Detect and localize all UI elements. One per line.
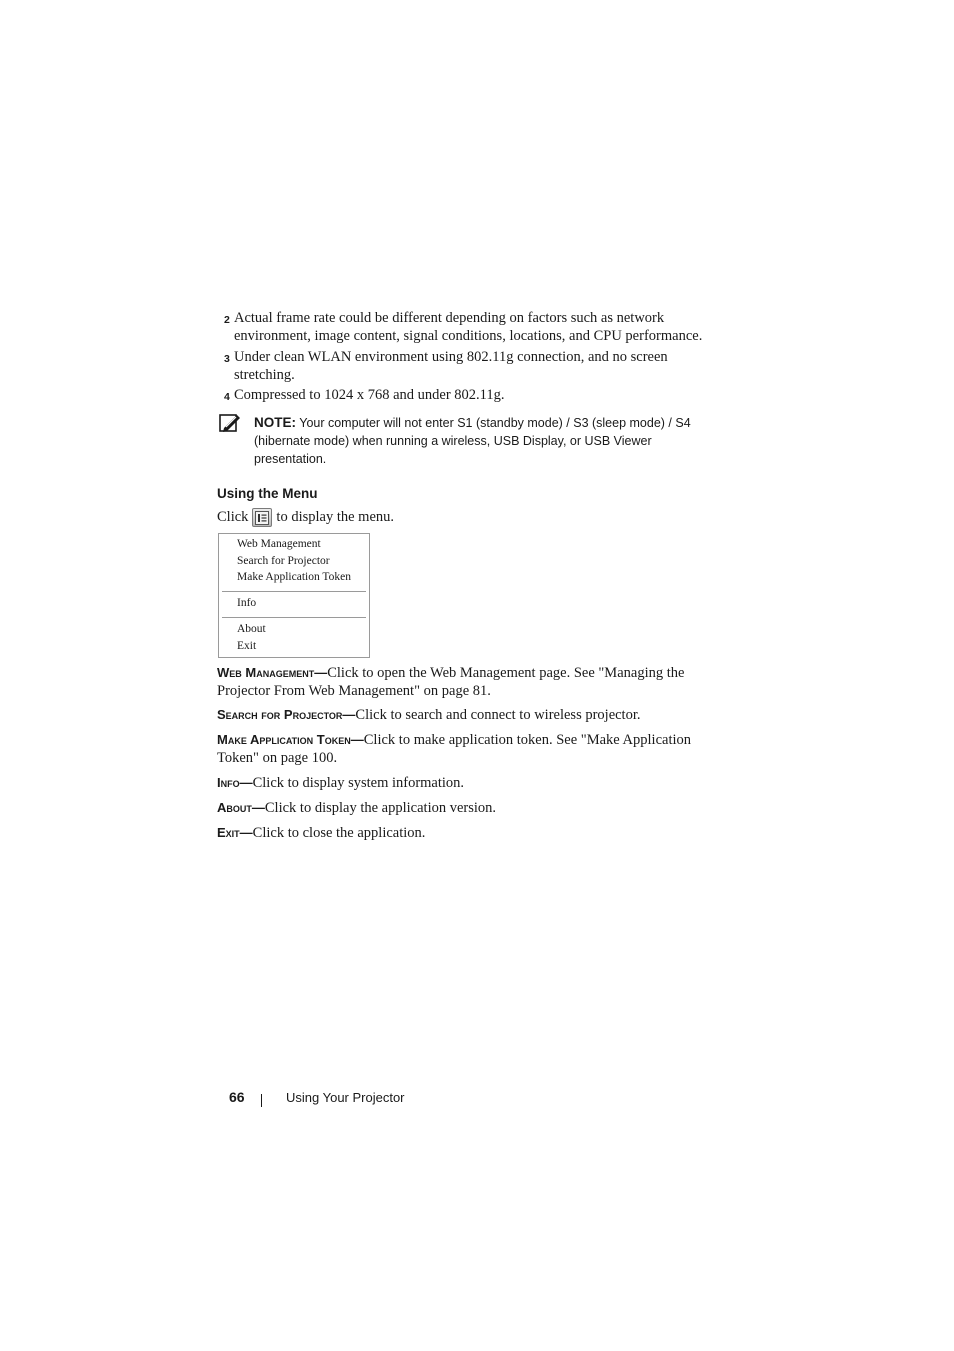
click-instruction bbox=[217, 508, 394, 527]
click-text-after: to display the menu. bbox=[276, 509, 395, 525]
menu-item-about[interactable]: About bbox=[237, 623, 266, 635]
desc-term: Exit— bbox=[217, 825, 253, 840]
menu-item-make-application-token[interactable]: Make Application Token bbox=[237, 571, 351, 583]
desc-term: Web Management— bbox=[217, 665, 328, 680]
footer-divider bbox=[261, 1094, 262, 1107]
desc-term: About— bbox=[217, 800, 265, 815]
menu-item-info[interactable]: Info bbox=[237, 597, 257, 609]
note bbox=[254, 414, 714, 468]
desc-web-management bbox=[217, 664, 712, 700]
desc-search-for-projector bbox=[217, 706, 712, 724]
desc-term: Make Application Token— bbox=[217, 732, 364, 747]
desc-term: Search for Projector— bbox=[217, 707, 356, 722]
desc-about bbox=[217, 799, 712, 817]
footnote-4 bbox=[224, 386, 714, 406]
footnote-text: Under clean WLAN environment using 802.11g connection, and no screen stretching. bbox=[234, 349, 668, 383]
footnote-2 bbox=[224, 309, 714, 345]
desc-text: Click to close the application. bbox=[252, 825, 426, 841]
footnote-text: Actual frame rate could be different depending on factors such as network environment, image content, signal conditions, locations, and CPU performance. bbox=[234, 310, 703, 344]
chapter-title: Using Your Projector bbox=[286, 1090, 405, 1105]
menu-item-search-for-projector[interactable]: Search for Projector bbox=[237, 555, 330, 567]
footnote-number: 3 bbox=[224, 353, 230, 365]
click-text-before: Click bbox=[217, 509, 249, 525]
note-pencil-icon bbox=[219, 414, 241, 432]
desc-text: Click to search and connect to wireless projector. bbox=[355, 707, 641, 723]
note-label: NOTE: bbox=[254, 415, 296, 430]
footnote-3 bbox=[224, 348, 714, 384]
page-number: 66 bbox=[229, 1089, 245, 1105]
footnote-number: 2 bbox=[224, 314, 230, 326]
menu-separator bbox=[222, 591, 366, 592]
desc-text: Click to display the application version. bbox=[264, 800, 497, 816]
context-menu bbox=[218, 533, 370, 658]
desc-text: Click to display system information. bbox=[252, 775, 465, 791]
note-text: Your computer will not enter S1 (standby mode) / S3 (sleep mode) / S4 (hibernate mode) when running a wireless, USB Display, or USB Viewer presentation. bbox=[254, 416, 691, 466]
menu-separator bbox=[222, 617, 366, 618]
desc-exit bbox=[217, 824, 712, 842]
menu-item-exit[interactable]: Exit bbox=[237, 640, 257, 652]
footnote-text: Compressed to 1024 x 768 and under 802.11g. bbox=[234, 387, 505, 403]
menu-list-icon[interactable] bbox=[252, 508, 272, 527]
desc-info bbox=[217, 774, 712, 792]
desc-text: Click to make application token. See "Make Application Token" on page 100. bbox=[217, 732, 692, 766]
section-heading: Using the Menu bbox=[217, 486, 318, 501]
menu-item-web-management[interactable]: Web Management bbox=[237, 538, 321, 550]
desc-text: Click to open the Web Management page. See "Managing the Projector From Web Management" on page 81. bbox=[217, 665, 685, 699]
footnote-number: 4 bbox=[224, 391, 230, 403]
desc-term: Info— bbox=[217, 775, 253, 790]
desc-make-application-token bbox=[217, 731, 712, 767]
